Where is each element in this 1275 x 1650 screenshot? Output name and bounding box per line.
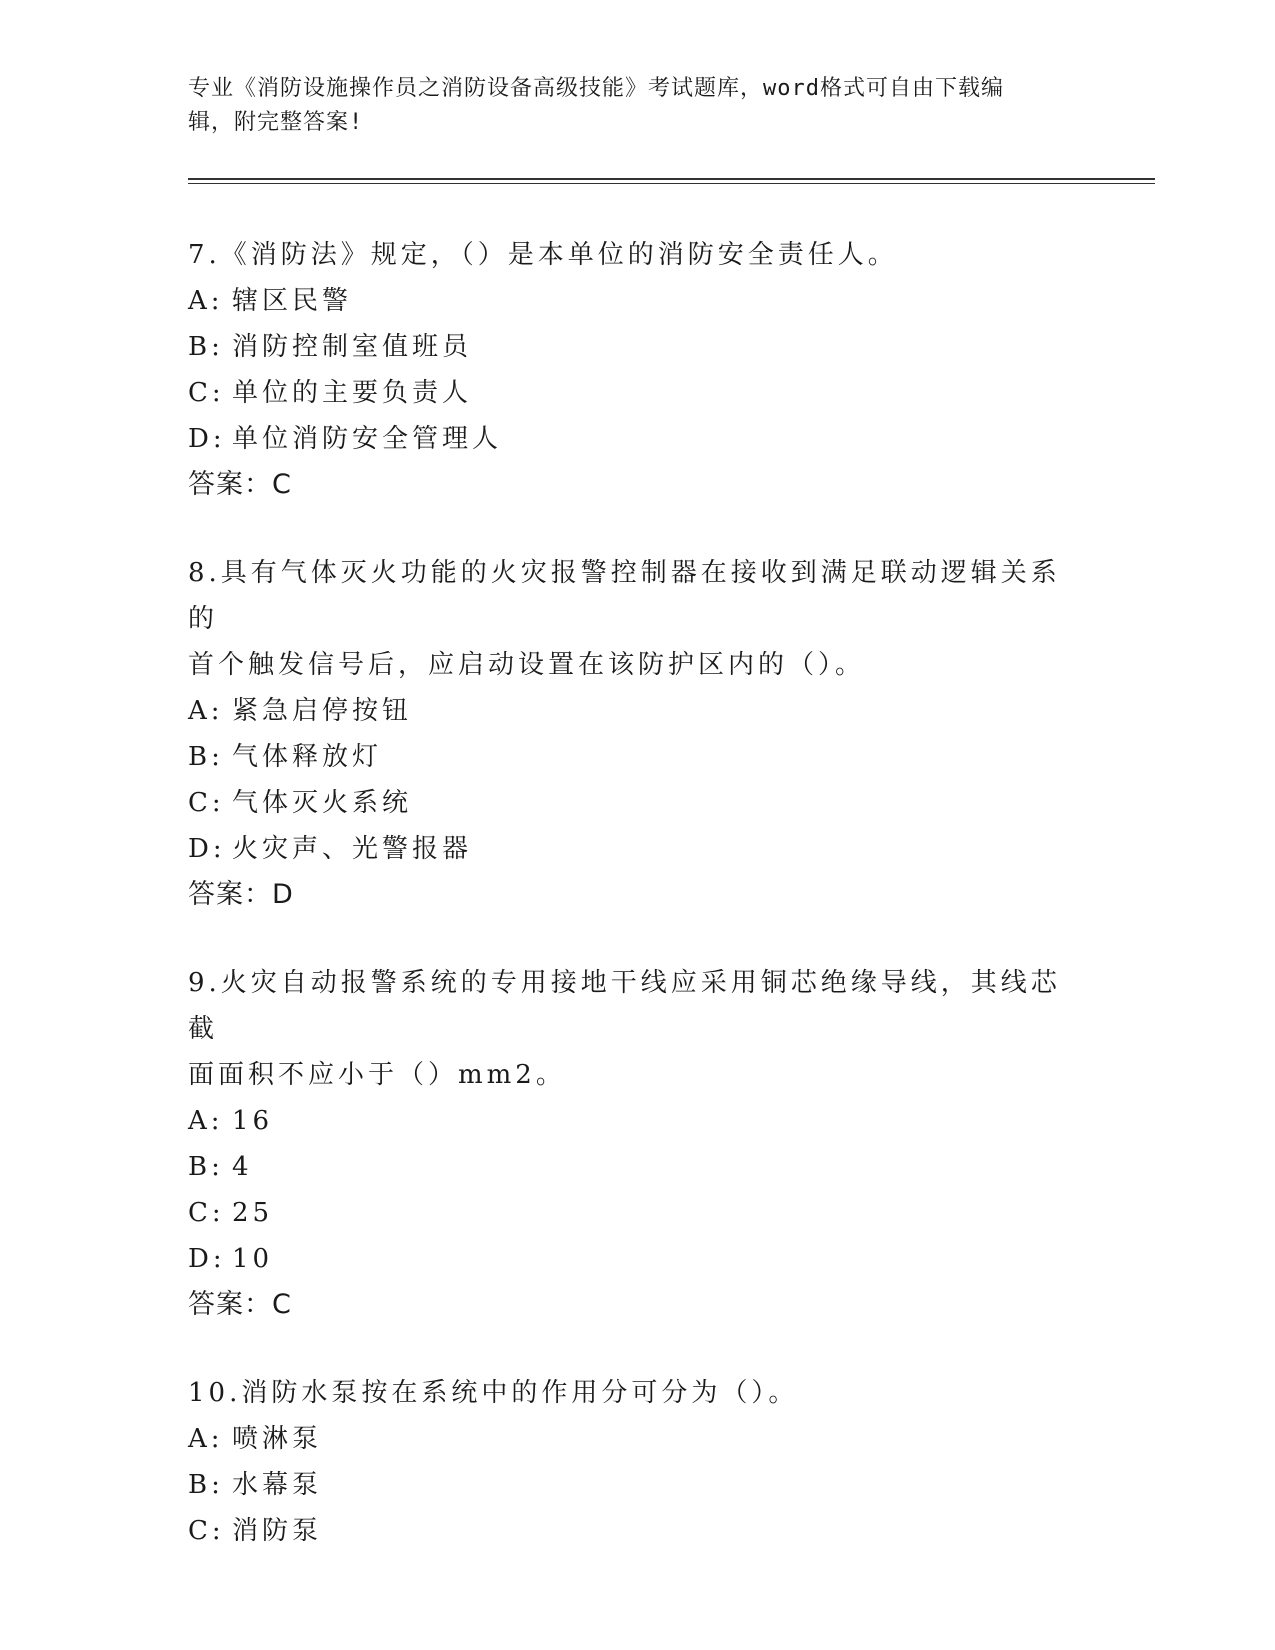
option-text: 气体释放灯 bbox=[232, 742, 383, 772]
option-text: 4 bbox=[232, 1152, 253, 1182]
answer-line: 答案：C bbox=[188, 1289, 292, 1320]
option-b bbox=[188, 1462, 1088, 1508]
header-line-2: 辑，附完整答案! bbox=[188, 110, 364, 135]
question-stem-line-1: 8.具有气体灭火功能的火灾报警控制器在接收到满足联动逻辑关系的 bbox=[188, 558, 1061, 634]
header-divider-thin bbox=[188, 183, 1155, 184]
option-d bbox=[188, 416, 1088, 462]
option-text: 单位消防安全管理人 bbox=[232, 424, 503, 454]
option-text: 气体灭火系统 bbox=[232, 788, 413, 818]
question-10 bbox=[188, 1370, 1088, 1554]
question-7 bbox=[188, 232, 1088, 508]
option-letter: B: bbox=[188, 332, 224, 362]
question-stem: 7.《消防法》规定，（）是本单位的消防安全责任人。 bbox=[188, 240, 898, 270]
option-text: 紧急启停按钮 bbox=[232, 696, 413, 726]
option-letter: D: bbox=[188, 834, 226, 864]
option-letter: D: bbox=[188, 1244, 226, 1274]
option-a bbox=[188, 1416, 1088, 1462]
option-b bbox=[188, 324, 1088, 370]
option-a bbox=[188, 1098, 1088, 1144]
question-stem: 10.消防水泵按在系统中的作用分可分为（）。 bbox=[188, 1378, 799, 1408]
option-c bbox=[188, 1508, 1088, 1554]
option-letter: C: bbox=[188, 378, 225, 408]
option-c bbox=[188, 1190, 1088, 1236]
answer-line: 答案：C bbox=[188, 469, 292, 500]
option-c bbox=[188, 370, 1088, 416]
option-b bbox=[188, 1144, 1088, 1190]
option-letter: B: bbox=[188, 742, 224, 772]
option-letter: B: bbox=[188, 1470, 224, 1500]
option-letter: A: bbox=[188, 286, 224, 316]
option-a bbox=[188, 278, 1088, 324]
option-b bbox=[188, 734, 1088, 780]
question-stem-line-1: 9.火灾自动报警系统的专用接地干线应采用铜芯绝缘导线，其线芯截 bbox=[188, 968, 1061, 1044]
option-letter: C: bbox=[188, 788, 225, 818]
header-line-1: 专业《消防设施操作员之消防设备高级技能》考试题库，word格式可自由下载编 bbox=[188, 76, 1004, 101]
question-list bbox=[188, 232, 1088, 1596]
option-letter: C: bbox=[188, 1198, 225, 1228]
option-a bbox=[188, 688, 1088, 734]
question-9 bbox=[188, 960, 1088, 1328]
option-d bbox=[188, 826, 1088, 872]
option-text: 16 bbox=[232, 1106, 274, 1136]
option-letter: B: bbox=[188, 1152, 224, 1182]
option-c bbox=[188, 780, 1088, 826]
question-stem-line-2: 面面积不应小于（）mm2。 bbox=[188, 1060, 566, 1090]
document-header bbox=[188, 72, 1088, 140]
option-letter: A: bbox=[188, 1424, 224, 1454]
option-letter: C: bbox=[188, 1516, 225, 1546]
option-text: 消防泵 bbox=[232, 1516, 323, 1546]
answer-line: 答案：D bbox=[188, 879, 294, 910]
option-text: 单位的主要负责人 bbox=[232, 378, 473, 408]
option-text: 10 bbox=[232, 1244, 274, 1274]
option-letter: A: bbox=[188, 696, 224, 726]
header-divider-thick bbox=[188, 178, 1155, 180]
option-letter: A: bbox=[188, 1106, 224, 1136]
option-d bbox=[188, 1236, 1088, 1282]
option-letter: D: bbox=[188, 424, 226, 454]
option-text: 火灾声、光警报器 bbox=[232, 834, 473, 864]
option-text: 喷淋泵 bbox=[232, 1424, 323, 1454]
option-text: 消防控制室值班员 bbox=[232, 332, 473, 362]
option-text: 水幕泵 bbox=[232, 1470, 323, 1500]
question-stem-line-2: 首个触发信号后，应启动设置在该防护区内的（）。 bbox=[188, 650, 866, 680]
question-8 bbox=[188, 550, 1088, 918]
option-text: 辖区民警 bbox=[232, 286, 353, 316]
option-text: 25 bbox=[232, 1198, 274, 1228]
